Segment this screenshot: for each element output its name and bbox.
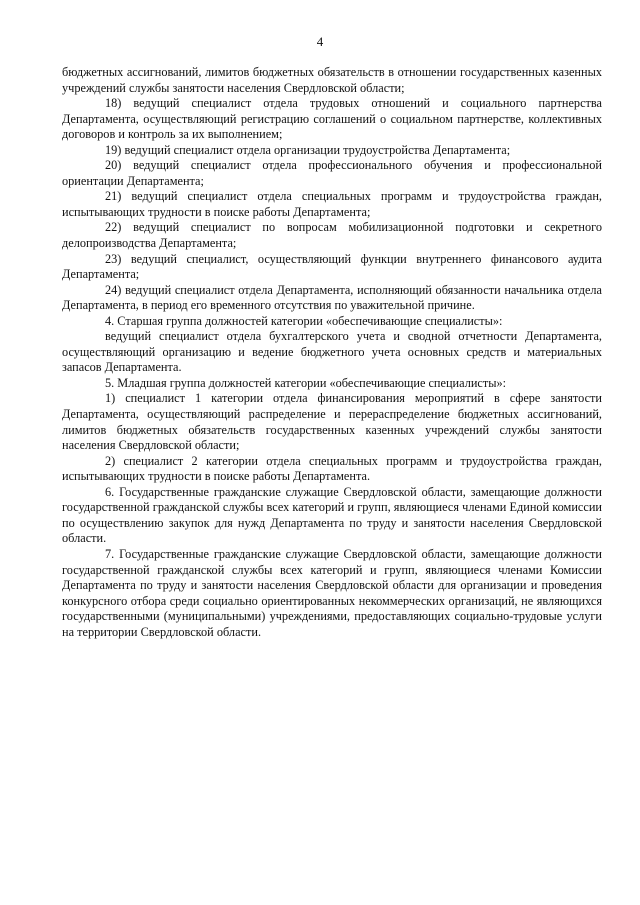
paragraph-item-19: 19) ведущий специалист отдела организации трудоустройства Департамента;	[105, 142, 511, 157]
section-5-heading: 5. Младшая группа должностей категории «обеспечивающие специалисты»:	[105, 375, 507, 390]
page-number: 4	[316, 34, 324, 49]
section-6: 6. Государственные гражданские служащие Свердловской области, замещающие должности государственной гражданской службы всех категорий и групп, являющиеся членами Единой комиссии по осуществлению закупок для нужд Департамента по труду и занятости населения Свердловской области.	[62, 484, 602, 546]
section-4-item: ведущий специалист отдела бухгалтерского учета и сводной отчетности Департамента, осуществляющий организацию и ведение бюджетного учета основных средств и материальных запасов Департамента.	[62, 329, 602, 375]
paragraph-item-22: 22) ведущий специалист по вопросам мобилизационной подготовки и секретного делопроизводства Департамента;	[62, 220, 602, 251]
section-5-item-2: 2) специалист 2 категории отдела специальных программ и трудоустройства граждан, испытывающих трудности в поиске работы Департамента.	[62, 453, 602, 484]
paragraph-item-23: 23) ведущий специалист, осуществляющий функции внутреннего финансового аудита Департамента;	[62, 251, 602, 282]
section-5-item-1: 1) специалист 1 категории отдела финансирования мероприятий в сфере занятости Департамента, осуществляющий распределение и перераспределение бюджетных ассигнований, лимитов бюджетных обязательств государственных казенных учреждений службы занятости населения Свердловской области;	[62, 391, 602, 453]
paragraph-item-20: 20) ведущий специалист отдела профессионального обучения и профессиональной ориентации Департамента;	[62, 158, 602, 188]
document-body	[62, 65, 602, 640]
paragraph-continuation: бюджетных ассигнований, лимитов бюджетных обязательств в отношении государственных казенных учреждений службы занятости населения Свердловской области;	[62, 65, 602, 95]
paragraph-item-21: 21) ведущий специалист отдела специальных программ и трудоустройства граждан, испытывающих трудности в поиске работы Департамента;	[62, 189, 602, 219]
section-7: 7. Государственные гражданские служащие Свердловской области, замещающие должности государственной гражданской службы всех категорий и групп, являющиеся членами Комиссии Департамента по труду и занятости населения Свердловской области для организации и проведения конкурсного отбора среди социально ориентированных некоммерческих организаций, не являющихся государственными (муниципальными) учреждениями, предоставляющих социально-трудовые услуги на территории Свердловской области.	[62, 546, 602, 639]
section-4-heading: 4. Старшая группа должностей категории «обеспечивающие специалисты»:	[105, 313, 503, 328]
paragraph-item-24: 24) ведущий специалист отдела Департамента, исполняющий обязанности начальника отдела Департамента, в период его временного отсутствия по уважительной причине.	[62, 282, 602, 313]
paragraph-item-18: 18) ведущий специалист отдела трудовых отношений и социального партнерства Департамента, осуществляющий регистрацию соглашений о социальном партнерстве, коллективных договоров и контроль за их выполнением;	[62, 96, 602, 142]
